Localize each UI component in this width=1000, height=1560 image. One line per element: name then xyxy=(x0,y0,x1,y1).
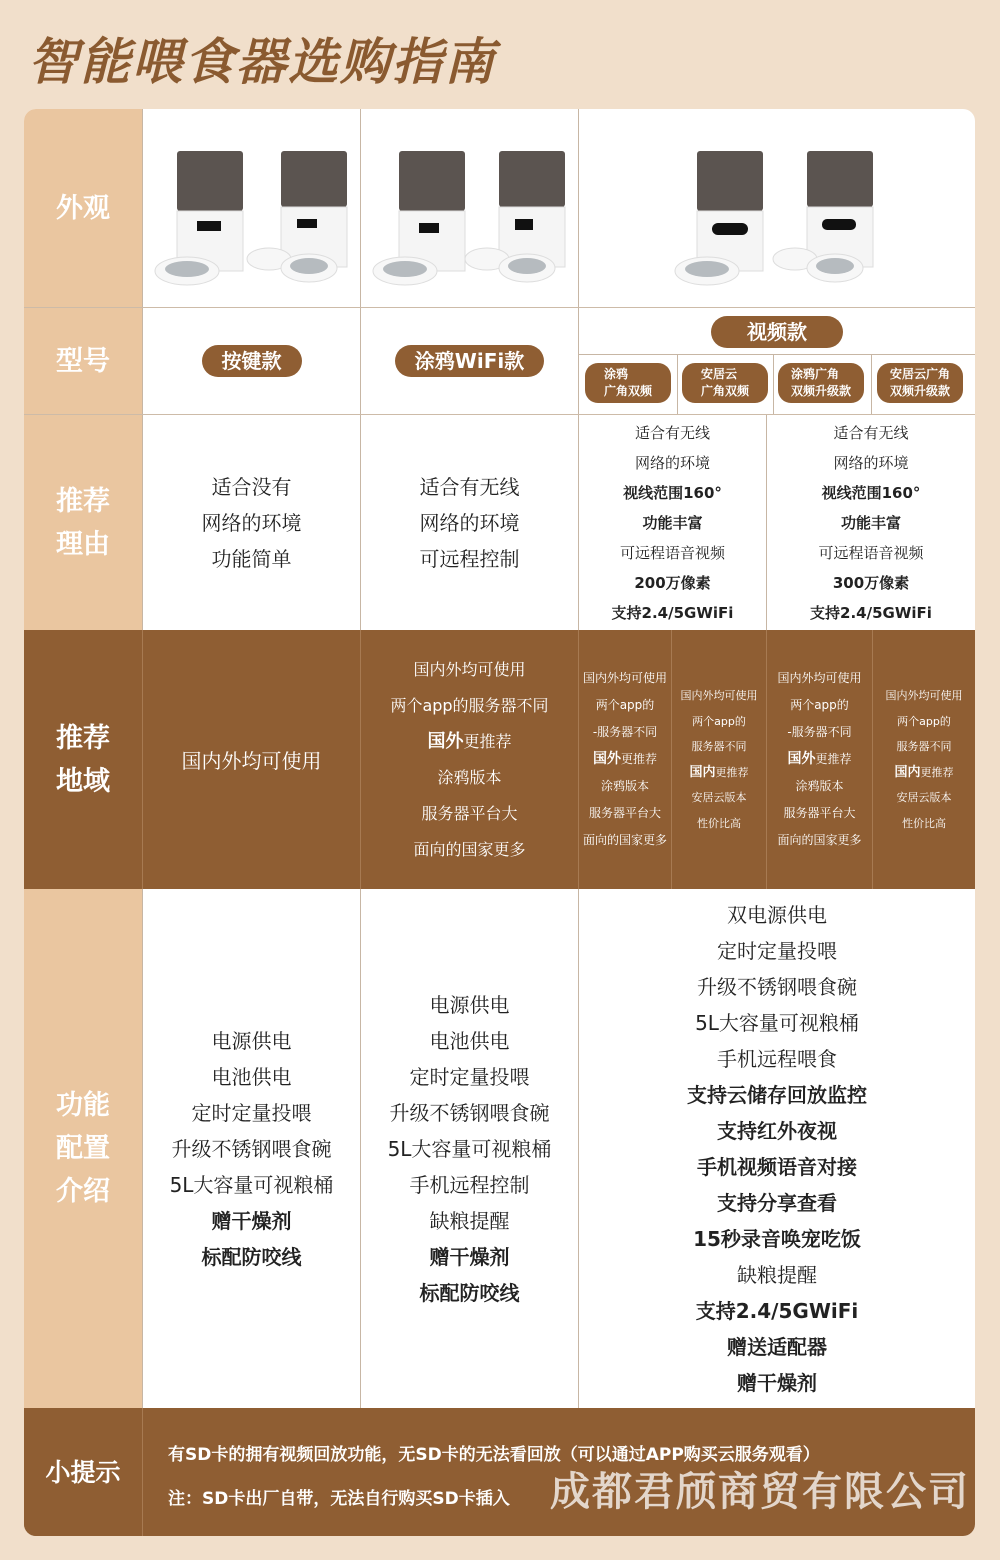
reason-video-a: 适合有无线 网络的环境 视线范围160° 功能丰富 可远程语音视频 200万像素 支持2.4/5GWiFi xyxy=(611,423,734,622)
feature-item: 缺粮提醒 xyxy=(429,1208,510,1233)
feature-item: 升级不锈钢喂食碗 xyxy=(171,1136,332,1161)
feature-item: 支持云储存回放监控 xyxy=(687,1082,867,1107)
feature-item: 双电源供电 xyxy=(727,902,827,927)
label-features: 功能 配置 介绍 xyxy=(24,889,142,1408)
product-image-tuya xyxy=(361,109,578,307)
watermark: 成都君颀商贸有限公司 xyxy=(550,1469,970,1515)
feature-item: 电源供电 xyxy=(211,1028,292,1053)
row-features xyxy=(24,889,975,1408)
label-model: 型号 xyxy=(24,308,142,414)
product-image-button xyxy=(143,109,360,307)
video-model-group xyxy=(579,308,975,414)
feature-item: 电池供电 xyxy=(211,1064,292,1089)
reason-video-b: 适合有无线 网络的环境 视线范围160° 功能丰富 可远程语音视频 300万像素 支持2.4/5GWiFi xyxy=(810,423,932,622)
feature-item: 电源供电 xyxy=(429,992,510,1017)
label-tips: 小提示 xyxy=(24,1408,142,1536)
feature-item: 5L大容量可视粮桶 xyxy=(387,1136,552,1161)
features-button xyxy=(143,889,360,1408)
feature-item: 定时定量投喂 xyxy=(717,938,837,963)
feature-item: 手机视频语音对接 xyxy=(697,1154,857,1179)
submodel-anju-upgrade: 安居云广角 双频升级款 xyxy=(877,363,963,403)
reason-tuya: 适合有无线 网络的环境 可远程控制 xyxy=(419,474,520,571)
model-tuya-badge: 涂鸦WiFi款 xyxy=(395,345,544,377)
region-sub-tuya-b: 国内外均可使用 两个app的 -服务器不同 国外更推荐 涂鸦版本 服务器平台大 面向的国家更多 xyxy=(777,671,862,847)
submodel-tuya-upgrade: 涂鸦广角 双频升级款 xyxy=(778,363,864,403)
region-sub-anju-a: 国内外均可使用 两个app的 服务器不同 国内更推荐 安居云版本 性价比高 xyxy=(680,689,758,830)
tip-line-1: 有SD卡的拥有视频回放功能，无SD卡的无法看回放（可以通过APP购买云服务观看） xyxy=(168,1445,820,1465)
feature-item: 电池供电 xyxy=(429,1028,510,1053)
product-image-video xyxy=(579,109,975,307)
features-tuya xyxy=(361,889,578,1408)
feature-item: 标配防咬线 xyxy=(419,1280,520,1305)
features-video xyxy=(579,889,975,1408)
region-sub-tuya-a: 国内外均可使用 两个app的 -服务器不同 国外更推荐 涂鸦版本 服务器平台大 面向的国家更多 xyxy=(582,671,667,847)
feeder-illustration xyxy=(147,123,357,293)
feature-item: 赠送适配器 xyxy=(727,1334,827,1359)
feature-item: 赠干燥剂 xyxy=(429,1244,510,1269)
row-region xyxy=(24,630,975,889)
feature-item: 缺粮提醒 xyxy=(737,1262,817,1287)
feature-item: 手机远程喂食 xyxy=(717,1046,837,1071)
row-appearance xyxy=(24,109,975,307)
feature-item: 升级不锈钢喂食碗 xyxy=(389,1100,550,1125)
feature-item: 支持红外夜视 xyxy=(717,1118,837,1143)
label-region: 推荐 地域 xyxy=(24,630,142,889)
feature-item: 定时定量投喂 xyxy=(191,1100,312,1125)
feeder-illustration xyxy=(667,123,887,293)
feature-item: 升级不锈钢喂食碗 xyxy=(697,974,857,999)
label-appearance: 外观 xyxy=(24,109,142,307)
region-sub-anju-b: 国内外均可使用 两个app的 服务器不同 国内更推荐 安居云版本 性价比高 xyxy=(885,689,963,830)
model-video-badge: 视频款 xyxy=(711,316,843,348)
feature-item: 支持2.4/5GWiFi xyxy=(695,1298,859,1323)
model-button-badge: 按键款 xyxy=(202,345,302,377)
feeder-illustration xyxy=(365,123,575,293)
tip-line-2: 注：SD卡出厂自带，无法自行购买SD卡插入 xyxy=(168,1489,510,1509)
feature-item: 赠干燥剂 xyxy=(211,1208,292,1233)
feature-item: 赠干燥剂 xyxy=(737,1370,817,1395)
comparison-table xyxy=(24,109,975,1536)
submodel-tuya-wide: 涂鸦 广角双频 xyxy=(585,363,671,403)
feature-item: 标配防咬线 xyxy=(201,1244,302,1269)
feature-item: 定时定量投喂 xyxy=(409,1064,530,1089)
submodel-anju-wide: 安居云 广角双频 xyxy=(682,363,768,403)
region-button: 国内外均可使用 xyxy=(181,749,322,773)
feature-item: 手机远程控制 xyxy=(409,1172,530,1197)
row-reason xyxy=(24,415,975,630)
reason-button: 适合没有 网络的环境 功能简单 xyxy=(201,474,302,571)
feature-item: 支持分享查看 xyxy=(717,1190,837,1215)
feature-item: 15秒录音唤宠吃饭 xyxy=(693,1226,861,1251)
feature-item: 5L大容量可视粮桶 xyxy=(695,1010,859,1035)
page-title: 智能喂食器选购指南 xyxy=(28,33,496,91)
region-tuya: 国内外均可使用 两个app的服务器不同 国外更推荐 涂鸦版本 服务器平台大 面向的国家更多 xyxy=(390,659,549,859)
row-model xyxy=(24,308,975,414)
feature-item: 5L大容量可视粮桶 xyxy=(169,1172,334,1197)
label-reason: 推荐 理由 xyxy=(24,415,142,630)
